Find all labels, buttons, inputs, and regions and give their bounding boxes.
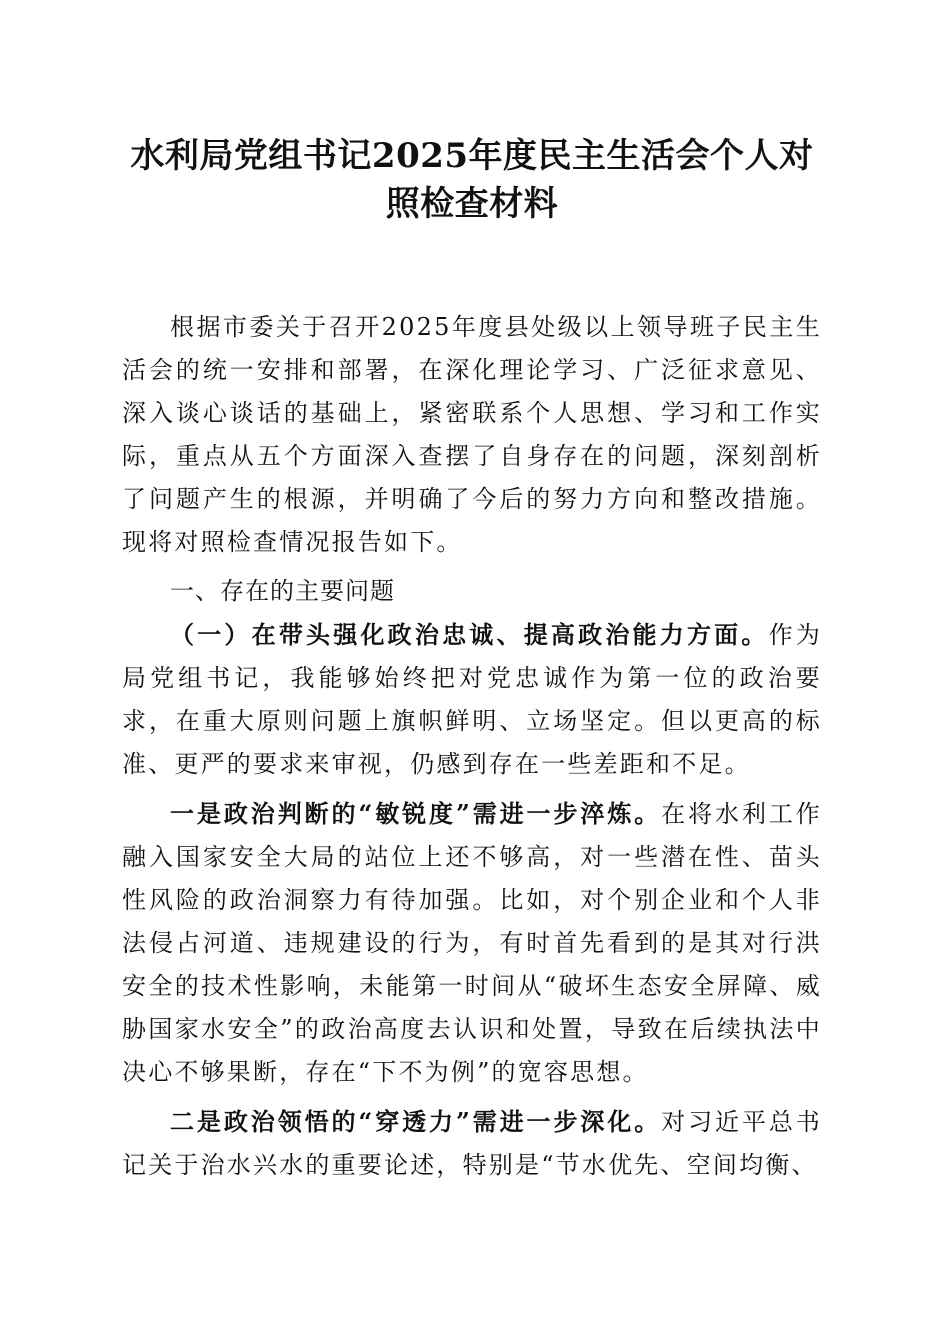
document-title [122, 132, 822, 228]
subsection-paragraph [122, 613, 822, 786]
intro-paragraph: 根据市委关于召开2025年度县处级以上领导班子民主生活会的统一安排和部署，在深化理论学习、广泛征求意见、深入谈心谈话的基础上，紧密联系个人思想、学习和工作实际，重点从五个方面深入查摆了自身存在的问题，深刻剖析了问题产生的根源，并明确了今后的努力方向和整改措施。现将对照检查情况报告如下。 [122, 313, 822, 556]
point-paragraph-2 [122, 1100, 822, 1187]
point-paragraph-1 [122, 792, 822, 1094]
point-lead-1: 一是政治判断的“敏锐度”需进一步淬炼。 [170, 799, 662, 828]
subsection-text: 作为局党组书记，我能够始终把对党忠诚作为第一位的政治要求，在重大原则问题上旗帜鲜明、立场坚定。但以更高的标准、更严的要求来审视，仍感到存在一些差距和不足。 [122, 621, 822, 778]
title-line-1: 水利局党组书记2025年度民主生活会个人对 [130, 136, 814, 176]
subsection-lead: （一）在带头强化政治忠诚、提高政治能力方面。 [170, 620, 769, 649]
point-text-1: 在将水利工作融入国家安全大局的站位上还不够高，对一些潜在性、苗头性风险的政治洞察力有待加强。比如，对个别企业和个人非法侵占河道、违规建设的行为，有时首先看到的是其对行洪安全的技术性影响，未能第一时间从“破坏生态安全屏障、威胁国家水安全”的政治高度去认识和处置，导致在后续执法中决心不够果断，存在“下不为例”的宽容思想。 [122, 800, 822, 1086]
point-lead-2: 二是政治领悟的“穿透力”需进一步深化。 [170, 1107, 662, 1136]
point-text-2: 对习近平总书记关于治水兴水的重要论述，特别是“节水优先、空间均衡、 [122, 1108, 822, 1179]
document-body [122, 306, 822, 1187]
section-heading: 一、存在的主要问题 [170, 577, 395, 605]
title-line-2: 照检查材料 [385, 184, 559, 224]
